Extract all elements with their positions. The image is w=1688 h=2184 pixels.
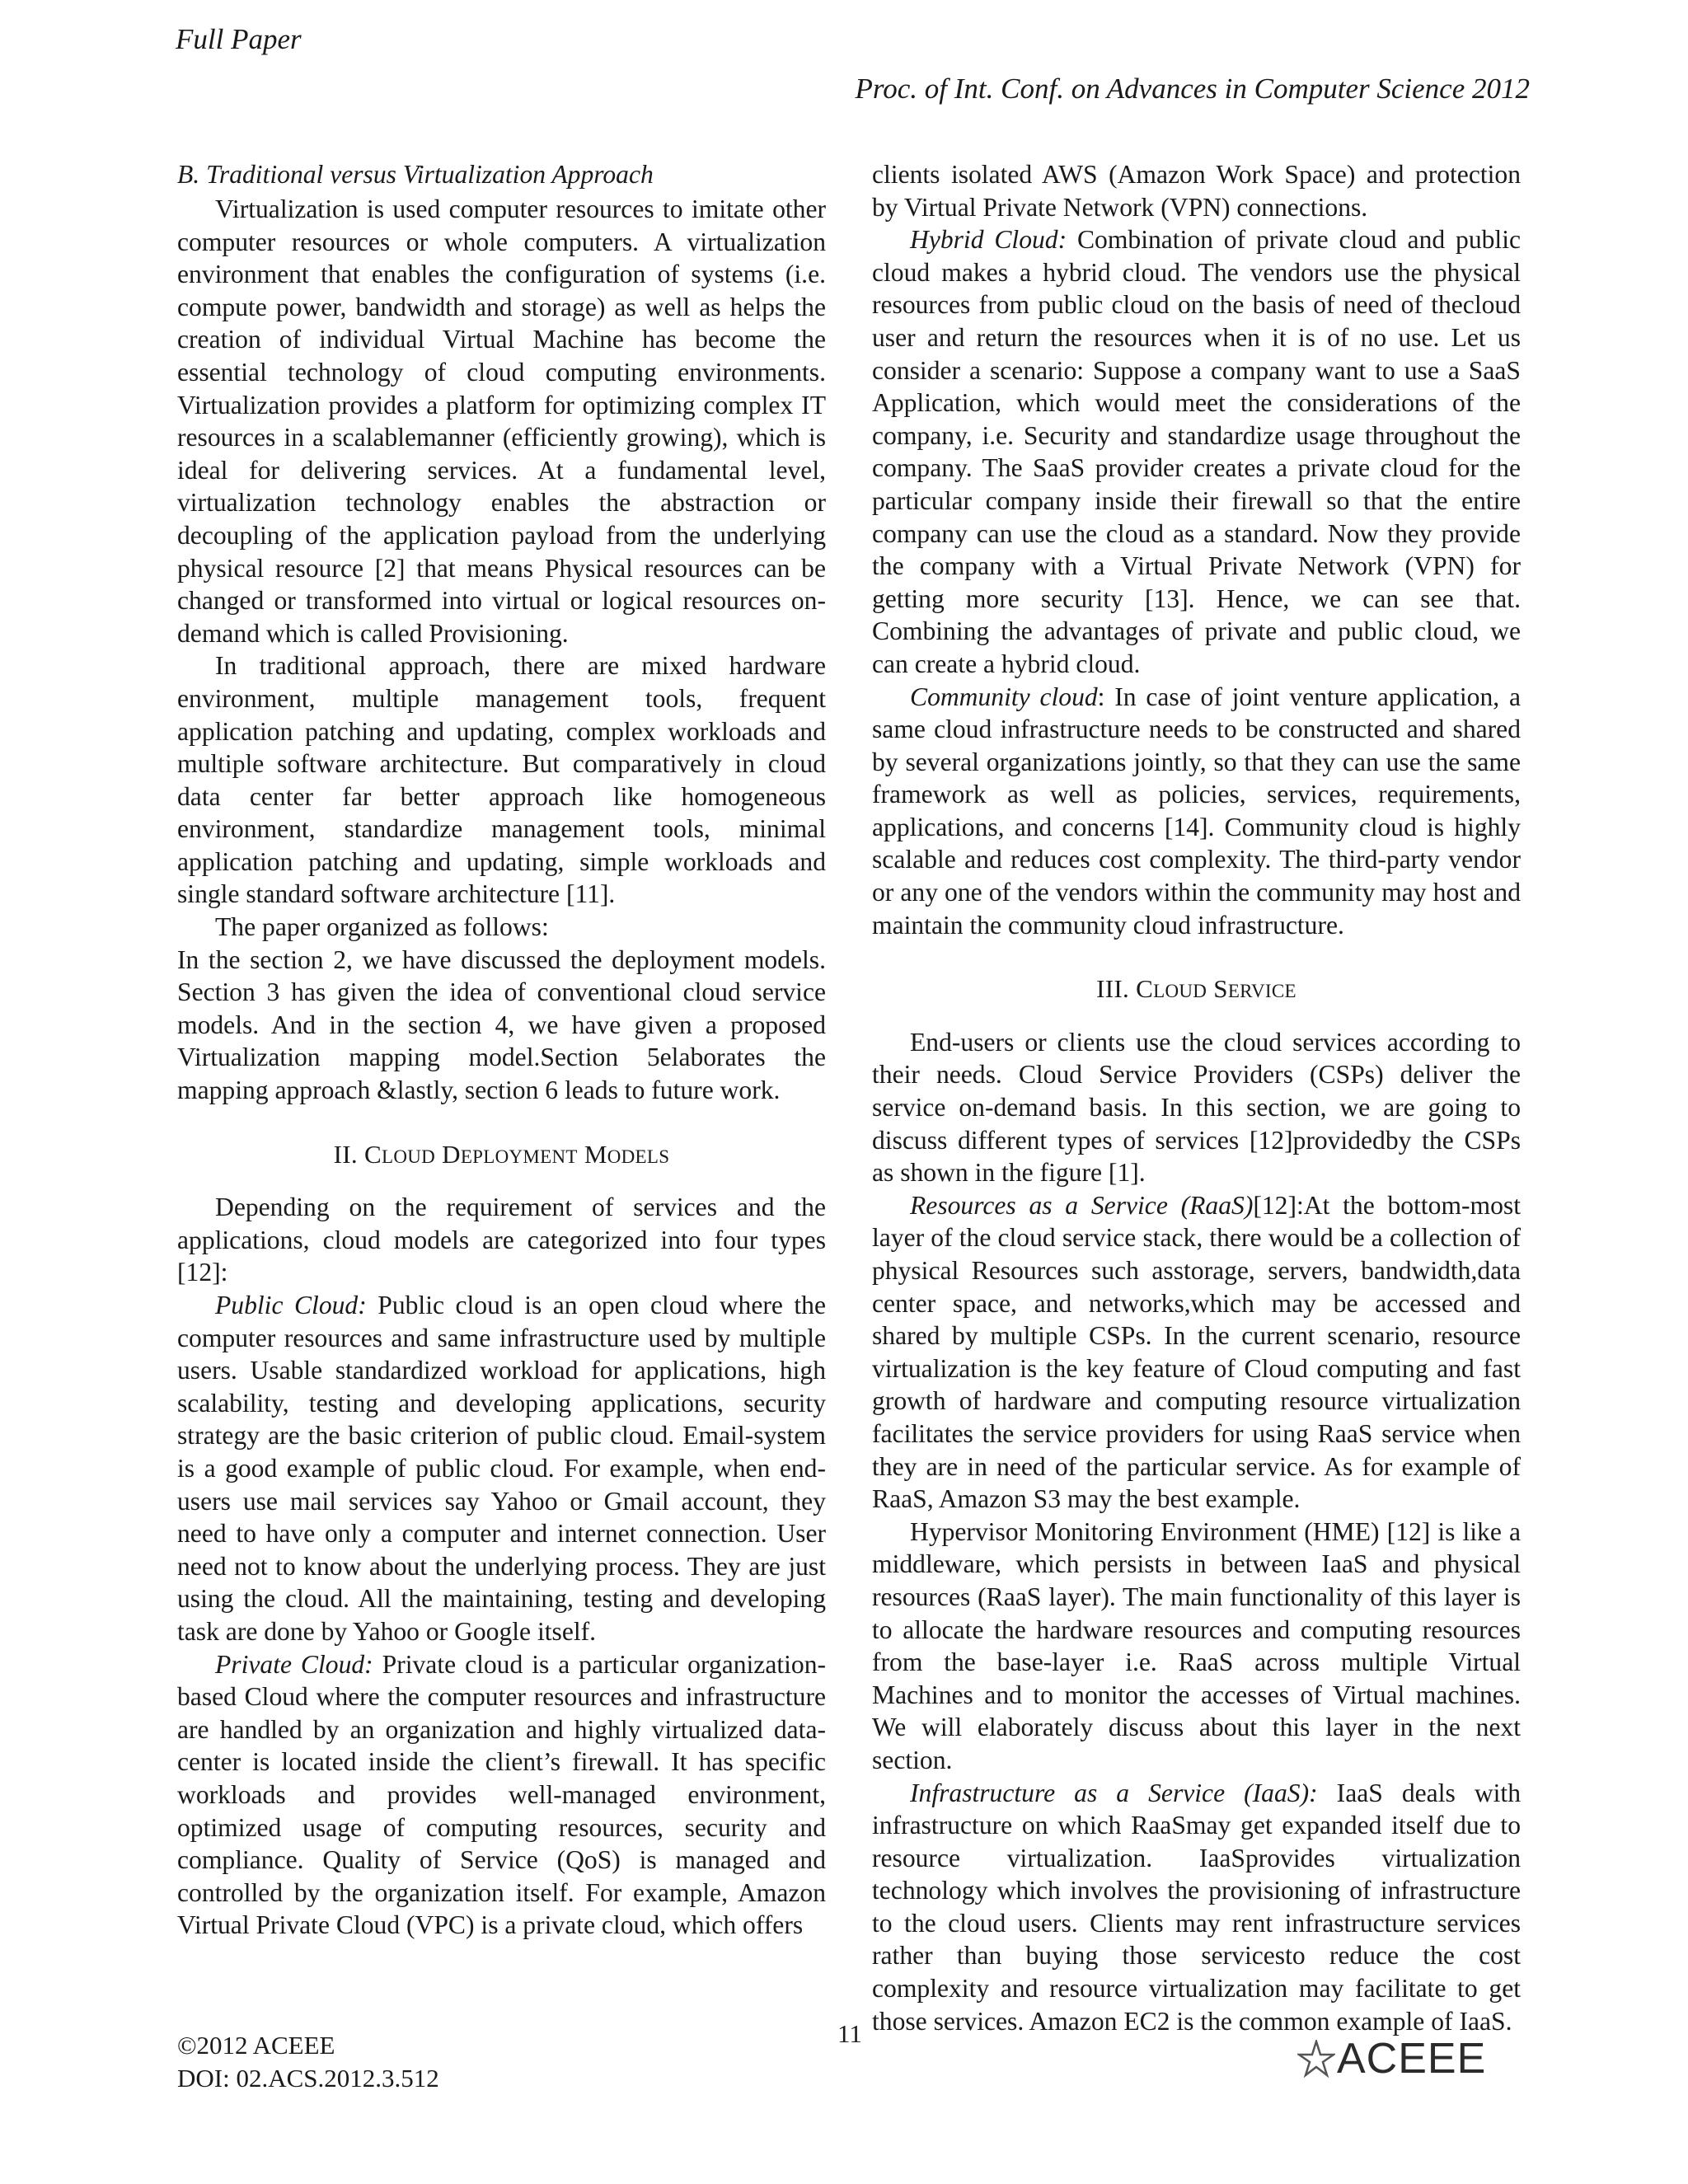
term-private-cloud: Private Cloud: <box>215 1649 373 1679</box>
section-heading-part: ERVICE <box>1227 981 1296 1002</box>
section-heading-part: II. C <box>333 1139 382 1169</box>
private-cloud-text: Private cloud is a particular organization-based Cloud where the computer resources and infrastructure are handled by an organization and highly virtualized data-center is located inside the client’s firewall. It has specific workloads and provides well-managed environment, optimized usage of computing resources, security and compliance. Quality of Service (QoS) is managed and controlled by the organization itself. For example, Amazon Virtual Private Cloud (VPC) is a private cloud, which offers <box>177 1649 827 1940</box>
public-cloud-text: Public cloud is an open cloud where the computer resources and same infrastructure used by multiple users. Usable standardized workload for applications, high scalability, testing and developing applications, security strategy are the basic criterion of public cloud. Email-system is a good example of public cloud. For example, when end-users use mail services say Yahoo or Gmail account, they need to have only a computer and internet connection. User need not to know about the underlying process. They are just using the cloud. All the maintaining, testing and developing task are done by Yahoo or Google itself. <box>177 1291 826 1646</box>
term-hybrid-cloud: Hybrid Cloud: <box>910 225 1067 255</box>
section-heading-part: D <box>435 1139 461 1169</box>
term-iaas: Infrastructure as a Service (IaaS): <box>910 1778 1318 1807</box>
paragraph-sections-overview: In the section 2, we have discussed the deployment models. Section 3 has given the idea of conventional cloud service models. And in the section 4, we have given a proposed Virtualization mapping model.Section 5elaborates the mapping approach &lastly, section 6 leads to future work. <box>177 944 826 1105</box>
section-heading-part: III. C <box>1096 974 1154 1004</box>
footer-left <box>177 2029 439 2095</box>
hybrid-cloud-text: Combination of private cloud and public cloud makes a hybrid cloud. The vendors use the physical resources from public cloud on the basis of need of thecloud user and return the resources when it is of no use. Let us consider a scenario: Suppose a company want to use a SaaS Application, which would meet the considerations of the company, i.e. Security and standardize usage throughout the company. The SaaS provider creates a private cloud for the particular company inside their firewall so that the entire company can use the cloud as a standard. Now they provide the company with a Virtual Private Network (VPN) for getting more security [13]. Hence, we can see that. Combining the advantages of private and public cloud, we can create a hybrid cloud. <box>872 225 1521 678</box>
section-heading-cloud-service <box>872 972 1521 1008</box>
section-heading-part: EPLOYMENT <box>460 1146 578 1167</box>
paragraph-private-cloud <box>177 1648 826 1942</box>
section-heading-part: S <box>1207 974 1228 1004</box>
paragraph-virtualization: Virtualization is used computer resources to imitate other computer resources or whole computers. A virtualization environment that enables the configuration of systems (i.e. compute power, bandwidth and storage) as well as helps the creation of individual Virtual Machine has become the essential technology of cloud computing environments. Virtualization provides a platform for optimizing complex IT resources in a scalablemanner (efficiently growing), which is ideal for delivering services. At a fundamental level, virtualization technology enables the abstraction or decoupling of the application payload from the underlying physical resource [2] that means Physical resources can be changed or transformed into virtual or logical resources on-demand which is called Provisioning. <box>177 194 826 648</box>
star-icon <box>1297 2040 1335 2078</box>
left-column <box>177 158 826 1942</box>
term-public-cloud: Public Cloud: <box>215 1291 367 1319</box>
running-header-left: Full Paper <box>176 23 302 55</box>
doi-text: DOI: 02.ACS.2012.3.512 <box>177 2064 439 2093</box>
copyright-text: ©2012 ACEEE <box>177 2031 335 2060</box>
iaas-text: IaaS deals with infrastructure on which RaaSmay get expanded itself due to resource virtualization. IaaSprovides virtualization technology which involves the provisioning of infrastructure to the cloud users. Clients may rent infrastructure services rather than buying those servicesto reduce the cost complexity and resource virtualization may facilitate to get those services. Amazon EC2 is the common example of IaaS. <box>872 1778 1521 2036</box>
subsection-title: B. Traditional versus Virtualization Approach <box>177 160 654 189</box>
paragraph-deployment-intro: Depending on the requirement of services and the applications, cloud models are categorized into four types [12]: <box>177 1193 826 1287</box>
section-heading-part: LOUD <box>1153 981 1207 1002</box>
paragraph-community-cloud <box>872 681 1521 942</box>
section-heading-part: ODELS <box>607 1146 670 1167</box>
paragraph-traditional-approach: In traditional approach, there are mixed hardware environment, multiple management tools, frequent application patching and updating, complex workloads and multiple software architecture. But comparatively in cloud data center far better approach like homogeneous environment, standardize management tools, minimal application patching and updating, simple workloads and single standard software architecture [11]. <box>177 651 826 909</box>
paragraph-hme: Hypervisor Monitoring Environment (HME) [12] is like a middleware, which persists in between IaaS and physical resources (RaaS layer). The main functionality of this layer is to allocate the hardware resources and computing resources from the base-layer i.e. RaaS across multiple Virtual Machines and to monitor the accesses of Virtual machines. We will elaborately discuss about this layer in the next section. <box>872 1516 1521 1774</box>
paragraph-iaas <box>872 1777 1521 2038</box>
term-raas: Resources as a Service (RaaS) <box>910 1190 1254 1220</box>
paragraph-public-cloud <box>177 1289 826 1648</box>
running-header-right: Proc. of Int. Conf. on Advances in Computer Science 2012 <box>855 73 1530 105</box>
section-heading-deployment-models <box>177 1138 826 1174</box>
raas-text: [12]:At the bottom-most layer of the cloud service stack, there would be a collection of physical Resources such asstorage, servers, bandwidth,data center space, and networks,which may be accessed and shared by multiple CSPs. In the current scenario, resource virtualization is the key feature of Cloud computing and fast growth of hardware and computing resource virtualization facilitates the service providers for using RaaS service when they are in need of the particular service. As for example of RaaS, Amazon S3 may the best example. <box>872 1190 1521 1514</box>
term-community-cloud: Community cloud <box>910 682 1098 711</box>
paragraph-raas <box>872 1189 1521 1516</box>
paragraph-organization: The paper organized as follows: <box>215 912 549 942</box>
page-number: 11 <box>837 2019 862 2048</box>
paragraph-hybrid-cloud <box>872 223 1521 680</box>
paragraph-private-cloud-cont: clients isolated AWS (Amazon Work Space) and protection by Virtual Private Network (VPN) connections. <box>872 160 1521 222</box>
community-cloud-text: : In case of joint venture application, a same cloud infrastructure needs to be constructed and shared by several organizations jointly, so that they can use the same framework as well as policies, services, requirements, applications, and concerns [14]. Community cloud is highly scalable and reduces cost complexity. The third-party vendor or any one of the vendors within the community may host and maintain the community cloud infrastructure. <box>872 682 1521 940</box>
section-heading-part: LOUD <box>381 1146 436 1167</box>
right-column <box>872 158 1521 2037</box>
logo-text: ACEEE <box>1337 2035 1487 2083</box>
paragraph-cloud-service-intro: End-users or clients use the cloud services according to their needs. Cloud Service Providers (CSPs) deliver the service on-demand basis. In this section, we are going to discuss different types of services [12]providedby the CSPs as shown in the figure [1]. <box>872 1027 1521 1188</box>
aceee-logo <box>1297 2034 1486 2083</box>
section-heading-part: M <box>577 1139 607 1169</box>
